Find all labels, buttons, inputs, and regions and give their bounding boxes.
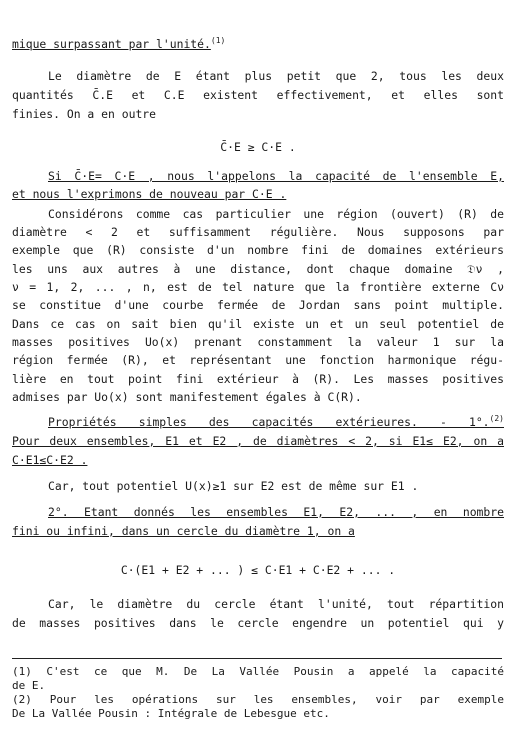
- text-line: 2°. Etant donnés les ensembles E1, E2, ... , en nombre: [48, 505, 504, 519]
- text-line: fini ou infini, dans un cercle du diamètre 1, on a: [12, 524, 355, 538]
- display-equation: C·(E1 + E2 + ... ) ≤ C·E1 + C·E2 + ... .: [120, 563, 396, 577]
- text-line: lière en tout point fini extérieur à (R). Les masses positives: [12, 372, 504, 386]
- text-line: masses positives Uo(x) prenant constamment la valeur 1 sur la: [12, 335, 504, 349]
- text-line: Car, le diamètre du cercle étant l'unité, tout répartition: [48, 597, 504, 611]
- text-line: et nous l'exprimons de nouveau par C·E .: [12, 187, 287, 201]
- text-line: de masses positives dans le cercle engendre un potentiel qui y: [12, 616, 504, 630]
- text-line: finies. On a en outre: [12, 107, 157, 121]
- text-line: Dans ce cas on sait bien qu'il existe un et un seul potentiel de: [12, 317, 504, 331]
- text-line: se constitue d'une courbe fermée de Jordan sans point multiple.: [12, 298, 504, 312]
- display-equation: C̄·E ≥ C·E .: [220, 140, 296, 154]
- section-heading: Propriétés simples des capacités extérieures. - 1°.$^{(2)}$: [48, 414, 504, 429]
- footnote-line: de E.: [12, 679, 46, 692]
- text-line: mique surpassant par l'unité.$^{(1)}$: [12, 36, 226, 51]
- text-line: ν = 1, 2, ... , n, est de tel nature que la frontière externe Cν: [12, 280, 504, 294]
- text-line: quantités C̄.E et C.E existent effectivement, et elles sont: [12, 88, 504, 102]
- text-line: Si C̄·E= C·E , nous l'appelons la capacité de l'ensemble E,: [48, 169, 504, 183]
- footnote-line: (1) C'est ce que M. De La Vallée Pousin a appelé la capacité: [12, 665, 504, 678]
- text-line: Le diamètre de E étant plus petit que 2, tous les deux: [48, 69, 504, 83]
- text-line: Pour deux ensembles, E1 et E2 , de diamètres < 2, si E1≤ E2, on a: [12, 434, 504, 448]
- text-line: diamètre < 2 et suffisamment régulière. Nous supposons par: [12, 225, 504, 239]
- text-line: admises par Uo(x) sont manifestement égales à C(R).: [12, 390, 362, 404]
- footnote-line: (2) Pour les opérations sur les ensembles, voir par exemple: [12, 693, 504, 706]
- footnote-line: De La Vallée Pousin : Intégrale de Lebesgue etc.: [12, 707, 330, 720]
- text-line: région fermée (R), et représentant une fonction harmonique régu-: [12, 353, 504, 367]
- text-line: Considérons comme cas particulier une région (ouvert) (R) de: [48, 207, 504, 221]
- text-line: les uns aux autres à une distance, dont chaque domaine 𝔇ν ,: [12, 262, 504, 276]
- text-line: exemple que (R) consiste d'un nombre fini de domaines extérieurs: [12, 243, 504, 257]
- footnote-separator: [12, 658, 502, 659]
- text-line: C·E1≤C·E2 .: [12, 453, 88, 467]
- text-line: Car, tout potentiel U(x)≥1 sur E2 est de même sur E1 .: [48, 479, 419, 493]
